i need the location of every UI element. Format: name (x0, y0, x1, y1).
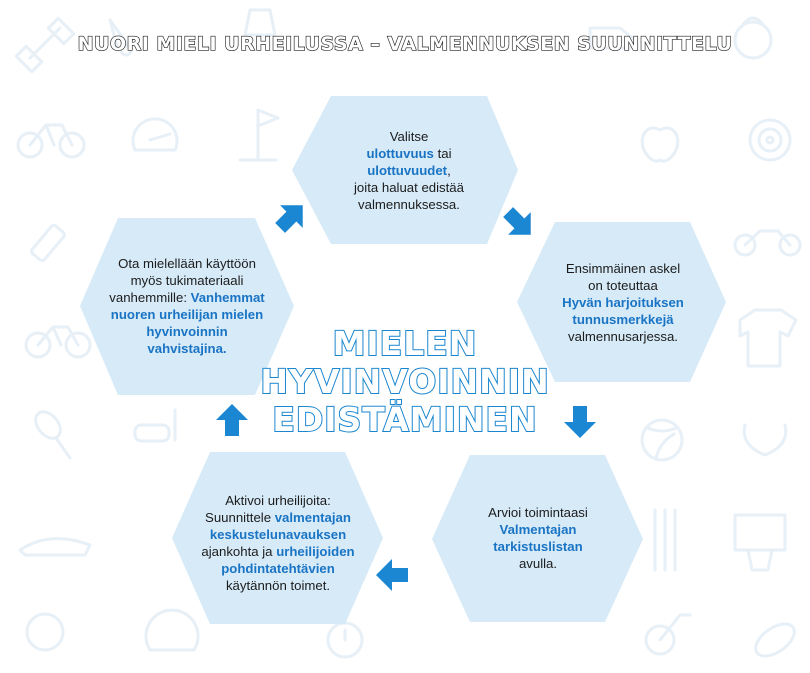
step-evaluate (440, 496, 636, 580)
arrow-left-icon (376, 559, 408, 591)
step-text-line: valmennuksessa. (358, 196, 460, 212)
highlight-link[interactable]: Vanhemmat (190, 290, 265, 305)
step-text-line: Aktivoi urheilijoita: (225, 493, 331, 508)
highlight-link[interactable]: ulottuvuudet (367, 162, 448, 178)
highlight-link[interactable]: ulottuvuus (366, 145, 434, 161)
highlight-link[interactable]: nuoren urheilijan mielen (110, 307, 264, 322)
step-text-line: Arvioi toimintaasi (488, 505, 588, 520)
step-text-line: joita haluat edistää (354, 179, 464, 195)
step-text-line: käytännön toimet. (225, 578, 331, 593)
arrow-up-icon (216, 404, 248, 436)
step-text-line: Ensimmäinen askel (565, 260, 681, 276)
step-text-line: myös tukimateriaali (130, 273, 244, 288)
center-heading-line: HYVINVOINNIN (260, 362, 550, 401)
highlight-link[interactable]: keskustelunavauksen (209, 527, 347, 542)
step-select-dimension: Valitse ulottuvuus tai ulottuvuudet, joita haluat edistää valmennuksessa. (354, 128, 464, 212)
center-heading-line: EDISTÄMINEN (272, 400, 538, 439)
highlight-link[interactable]: Hyvän harjoituksen (562, 294, 684, 310)
highlight-link[interactable]: valmentajan (274, 510, 351, 525)
highlight-link[interactable]: hyvinvoinnin (146, 324, 228, 339)
step-text-line: Ota mielellään käyttöön (118, 256, 256, 271)
step-text-line: Valitse (389, 128, 429, 144)
center-heading-line: MIELEN (332, 324, 478, 363)
page-title: NUORI MIELI URHEILUSSA – VALMENNUKSEN SUUNNITTELU (77, 33, 733, 55)
highlight-link[interactable]: pohdintatehtävien (221, 561, 335, 576)
arrow-down-icon (564, 406, 596, 438)
step-text-line: avulla. (518, 556, 558, 571)
center-heading (255, 325, 555, 439)
step-activate-athletes: Aktivoi urheilijoita: Suunnittele valmentajan keskustelunavauksen ajankohta ja urheilijoiden pohdintatehtävien käytännön toimet. (201, 493, 355, 593)
highlight-link[interactable]: vahvistajina. (147, 341, 227, 356)
highlight-link[interactable]: tarkistuslistan (493, 539, 583, 554)
highlight-link[interactable]: Valmentajan (499, 522, 577, 537)
step-text-line: on toteuttaa (588, 277, 658, 293)
step-parents-material: Ota mielellään käyttöön myös tukimateriaali vanhemmille: Vanhemmat nuoren urheilijan mielen hyvinvoinnin vahvistajina. (109, 256, 265, 356)
step-text-line: valmennusarjessa. (568, 328, 678, 344)
highlight-link[interactable]: tunnusmerkkejä (572, 311, 674, 327)
highlight-link[interactable]: urheilijoiden (276, 544, 355, 559)
